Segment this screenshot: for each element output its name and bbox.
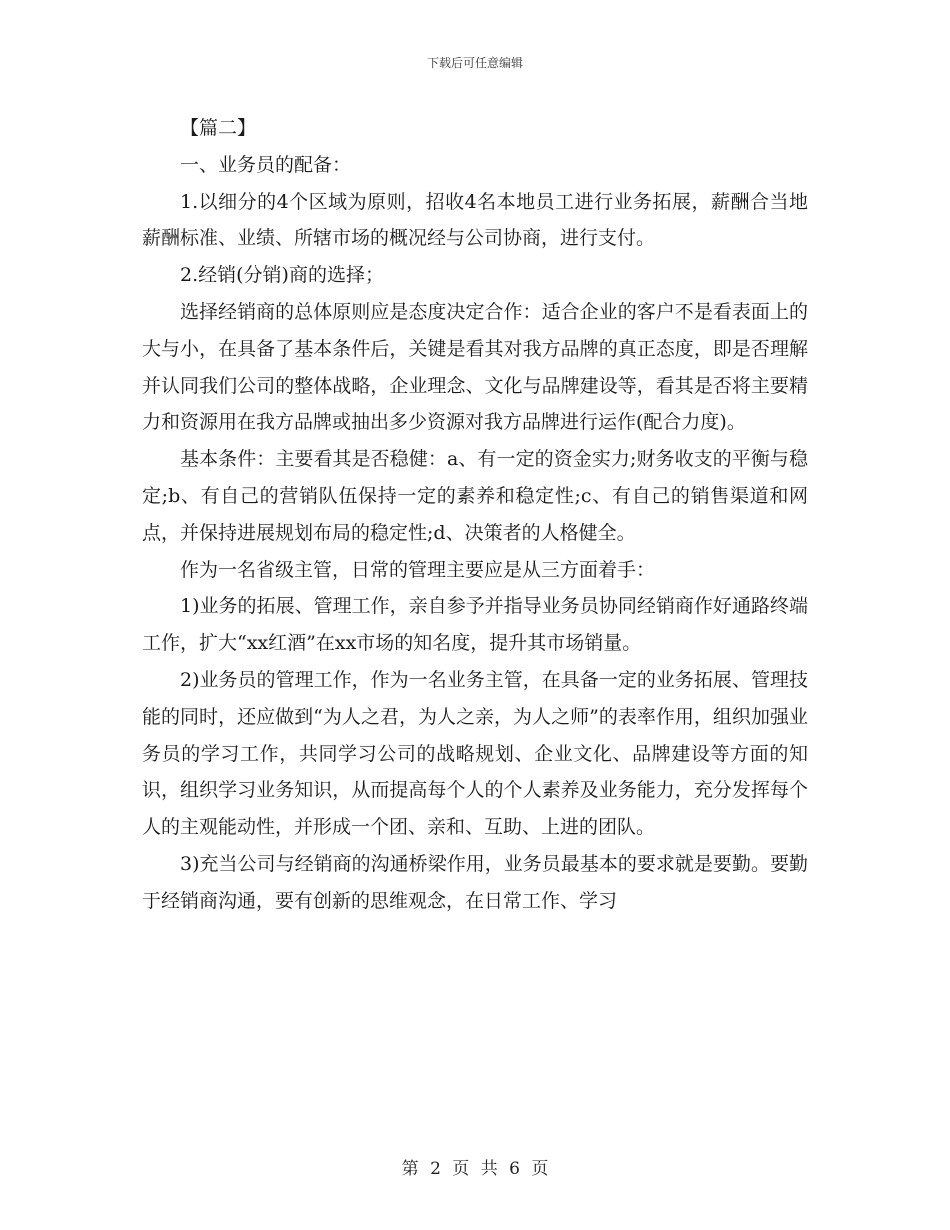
paragraph-item-2: 2.经销(分销)商的选择； bbox=[180, 264, 384, 287]
paragraph-point-3: 3)充当公司与经销商的沟通桥梁作用，业务员最基本的要求就是要勤。要勤于经销商沟通，要有创新的思维观念，在日常工作、学习 bbox=[142, 852, 808, 912]
paragraph-point-1: 1)业务的拓展、管理工作，亲自参予并指导业务员协同经销商作好通路终端工作，扩大“xx红酒”在xx市场的知名度，提升其市场销量。 bbox=[142, 595, 808, 655]
page-number: 第 2 页 共 6 页 bbox=[401, 1159, 549, 1179]
paragraph-point-2: 2)业务员的管理工作，作为一名业务主管，在具备一定的业务拓展、管理技能的同时，还应做到“为人之君，为人之亲，为人之师”的表率作用，组织加强业务员的学习工作，共同学习公司的战略规划、企业文化、品牌建设等方面的知识，组织学习业务知识，从而提高每个人的个人素养及业务能力，充分发挥每个人的主观能动性，并形成一个团、亲和、互助、上进的团队。 bbox=[142, 668, 808, 839]
document-body bbox=[142, 110, 808, 920]
paragraph-selection-principle: 选择经销商的总体原则应是态度决定合作：适合企业的客户不是看表面上的大与小，在具备了基本条件后，关键是看其对我方品牌的真正态度，即是否理解并认同我们公司的整体战略，企业理念、文化与品牌建设等，看其是否将主要精力和资源用在我方品牌或抽出多少资源对我方品牌进行运作(配合力度)。 bbox=[142, 300, 808, 434]
page-header-note: 下载后可任意编辑 bbox=[426, 56, 523, 70]
paragraph-management-intro: 作为一名省级主管，日常的管理主要应是从三方面着手： bbox=[180, 558, 656, 581]
heading-staffing: 一、业务员的配备： bbox=[180, 153, 352, 176]
paragraph-basic-conditions: 基本条件：主要看其是否稳健：a、有一定的资金实力;财务收支的平衡与稳定;b、有自己的营销队伍保持一定的素养和稳定性;c、有自己的销售渠道和网点，并保持进展规划布局的稳定性;d、决策者的人格健全。 bbox=[142, 448, 808, 544]
section-title: 【篇二】 bbox=[180, 117, 257, 139]
paragraph-item-1: 1.以细分的4个区域为原则，招收4名本地员工进行业务拓展，薪酬合当地薪酬标准、业绩、所辖市场的概况经与公司协商，进行支付。 bbox=[142, 190, 808, 250]
